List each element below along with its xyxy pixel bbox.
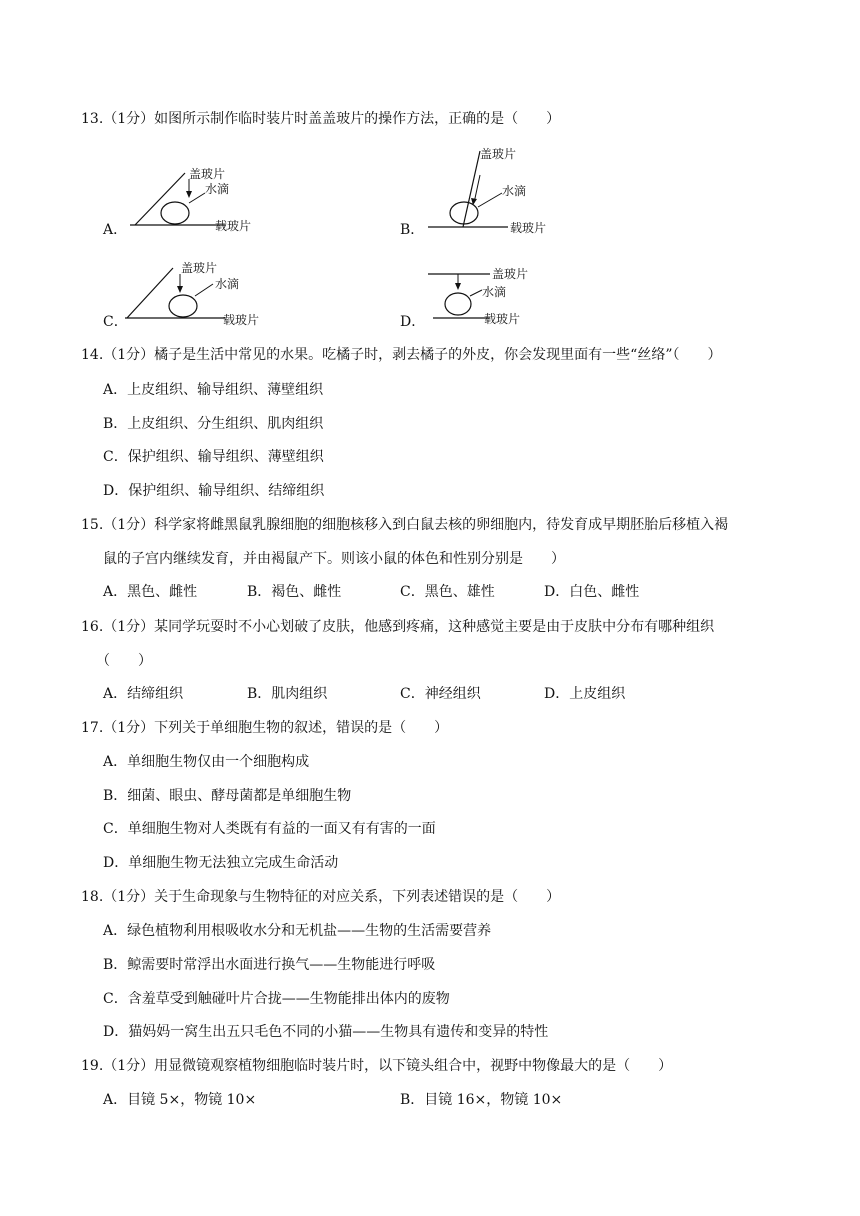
q13-figure-a — [125, 165, 275, 245]
water-drop — [445, 293, 471, 315]
q13-option-a-letter: A． — [103, 222, 128, 238]
q17-option-c: C．单细胞生物对人类既有有益的一面又有有害的一面 — [103, 821, 436, 837]
q14-option-d: D．保护组织、输导组织、结缔组织 — [103, 483, 325, 499]
label-coverslip: 盖玻片 — [480, 147, 517, 161]
question-19-stem: 19.（1分）用显微镜观察植物细胞临时装片时，以下镜头组合中，视野中物像最大的是（ ） — [81, 1058, 673, 1074]
question-13-stem: 13.（1分）如图所示制作临时装片时盖盖玻片的操作方法，正确的是（ ） — [81, 111, 561, 127]
label-coverslip: 盖玻片 — [181, 261, 218, 275]
q15-option-d: D．白色、雌性 — [544, 584, 640, 600]
label-waterdrop: 水滴 — [482, 285, 507, 299]
q17-option-a: A．单细胞生物仅由一个细胞构成 — [103, 754, 310, 770]
q18-option-b: B．鲸需要时常浮出水面进行换气——生物能进行呼吸 — [103, 957, 436, 973]
q18-option-c: C．含羞草受到触碰叶片合拢——生物能排出体内的废物 — [103, 991, 450, 1007]
q16-option-d: D．上皮组织 — [544, 686, 626, 702]
question-16-stem-continued: （ ） — [96, 653, 152, 669]
q18-option-d: D．猫妈妈一窝生出五只毛色不同的小猫——生物具有遗传和变异的特性 — [103, 1024, 549, 1040]
q13-option-b-letter: B． — [400, 222, 425, 238]
label-coverslip: 盖玻片 — [189, 167, 226, 181]
q18-option-a: A．绿色植物利用根吸收水分和无机盐——生物的生活需要营养 — [103, 923, 492, 939]
q15-option-b: B．褐色、雌性 — [247, 584, 342, 600]
label-waterdrop: 水滴 — [205, 182, 230, 196]
q17-option-b: B．细菌、眼虫、酵母菌都是单细胞生物 — [103, 788, 352, 804]
question-17-stem: 17.（1分）下列关于单细胞生物的叙述，错误的是（ ） — [81, 720, 449, 736]
label-slide: 载玻片 — [215, 219, 252, 233]
water-drop — [161, 202, 189, 224]
label-slide: 载玻片 — [484, 312, 521, 326]
q15-option-c: C．黑色、雄性 — [400, 584, 495, 600]
question-15-stem-continued: 鼠的子宫内继续发育，并由褐鼠产下。则该小鼠的体色和性别分别是 ） — [103, 551, 565, 567]
q16-option-c: C．神经组织 — [400, 686, 481, 702]
coverslip-line — [135, 173, 185, 225]
label-slide: 载玻片 — [510, 221, 547, 235]
question-15-stem: 15.（1分）科学家将雌黑鼠乳腺细胞的细胞核移入到白鼠去核的卵细胞内，待发育成早期胚胎后移植入褐 — [81, 517, 729, 533]
question-18-stem: 18.（1分）关于生命现象与生物特征的对应关系，下列表述错误的是（ ） — [81, 889, 561, 905]
q19-option-b: B．目镜 16×，物镜 10× — [400, 1092, 563, 1108]
q14-option-b: B．上皮组织、分生组织、肌肉组织 — [103, 416, 324, 432]
q14-option-a: A．上皮组织、输导组织、薄壁组织 — [103, 382, 324, 398]
label-waterdrop: 水滴 — [502, 184, 527, 198]
q14-option-c: C．保护组织、输导组织、薄壁组织 — [103, 449, 324, 465]
coverslip-line — [127, 268, 173, 318]
q15-option-a: A．黑色、雌性 — [103, 584, 198, 600]
q13-figure-c — [125, 258, 275, 328]
q16-option-a: A．结缔组织 — [103, 686, 184, 702]
q19-option-a: A．目镜 5×，物镜 10× — [103, 1092, 257, 1108]
question-16-stem: 16.（1分）某同学玩耍时不小心划破了皮肤，他感到疼痛，这种感觉主要是由于皮肤中分布有哪种组织 — [81, 619, 715, 635]
q13-figure-d — [428, 262, 578, 328]
question-14-stem: 14.（1分）橘子是生活中常见的水果。吃橘子时，剥去橘子的外皮，你会发现里面有一些“丝络”（ ） — [81, 347, 722, 363]
label-waterdrop: 水滴 — [215, 277, 240, 291]
q13-figure-b — [428, 145, 578, 245]
label-coverslip: 盖玻片 — [492, 267, 529, 281]
water-drop — [169, 295, 197, 317]
q13-option-d-letter: D． — [400, 314, 426, 330]
q16-option-b: B．肌肉组织 — [247, 686, 328, 702]
q17-option-d: D．单细胞生物无法独立完成生命活动 — [103, 855, 339, 871]
label-slide: 载玻片 — [223, 313, 260, 327]
q13-option-c-letter: C． — [103, 314, 128, 330]
